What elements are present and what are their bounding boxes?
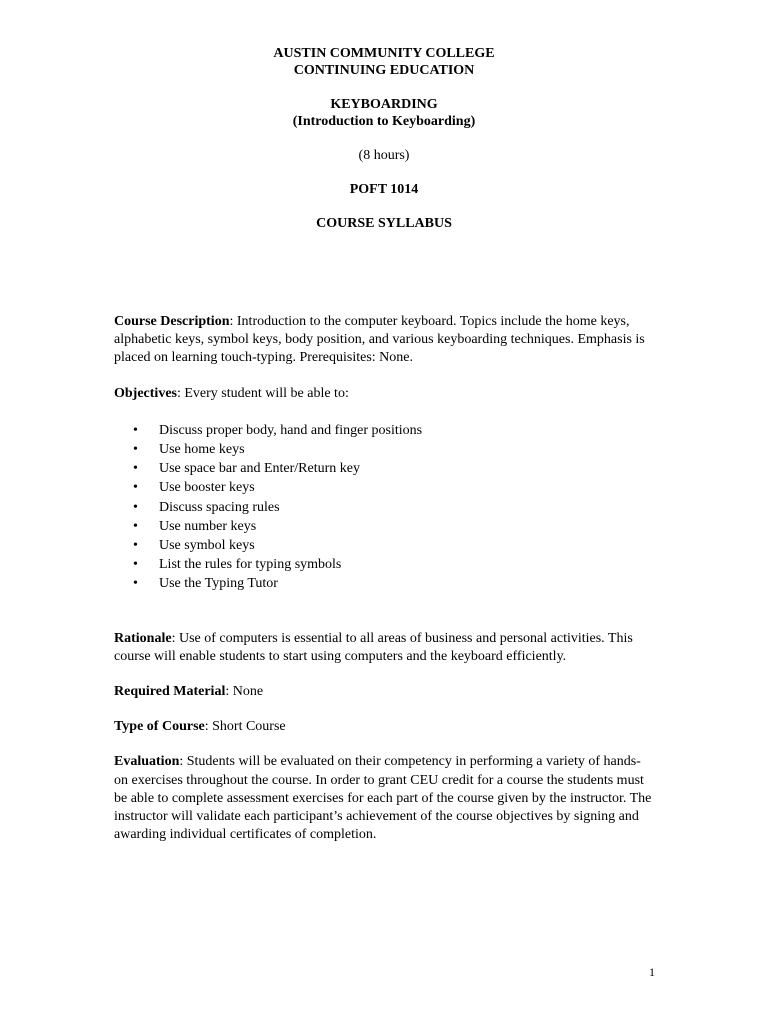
list-item: • Use home keys (114, 440, 654, 459)
list-item: • Use symbol keys (114, 536, 654, 555)
rationale (114, 630, 654, 666)
page-number: 1 (649, 965, 655, 979)
bullet-icon: • (133, 518, 138, 534)
course-hours: (8 hours) (358, 148, 410, 163)
rationale-text: : Use of computers is essential to all areas of business and personal activities. This course will enable students to start using computers and the keyboard efficiently. (114, 630, 633, 664)
bullet-icon: • (133, 461, 138, 477)
type-of-course-text: : Short Course (204, 719, 286, 735)
evaluation (114, 753, 654, 844)
bullet-icon: • (133, 499, 138, 515)
document-header (0, 45, 768, 232)
bullet-icon: • (133, 557, 138, 573)
bullet-icon: • (133, 538, 138, 554)
course-subtitle: (Introduction to Keyboarding) (292, 114, 476, 129)
required-material-text: : None (225, 684, 264, 700)
evaluation-text: : Students will be evaluated on their competency in performing a variety of hands-on exercises throughout the course. In order to grant CEU credit for a course the students must be able to complete assessment exercises for each part of the course given by the instructor. The instructor will validate each participant’s achievement of the course objectives by signing and awarding individual certificates of completion. (114, 754, 652, 843)
header-spacer (0, 79, 768, 96)
header-spacer (0, 198, 768, 215)
course-code: POFT 1014 (349, 182, 419, 197)
header-spacer (0, 130, 768, 147)
list-item: • List the rules for typing symbols (114, 555, 654, 574)
required-material (114, 683, 654, 701)
list-item: • Discuss spacing rules (114, 498, 654, 517)
bullet-icon: • (133, 480, 138, 496)
college-name: AUSTIN COMMUNITY COLLEGE (273, 46, 495, 61)
objectives (114, 385, 654, 403)
type-of-course-label: Type of Course (114, 719, 205, 735)
type-of-course (114, 718, 654, 736)
rationale-label: Rationale (114, 630, 172, 646)
course-description-text: : Introduction to the computer keyboard. Topics include the home keys, alphabetic keys, symbol keys, body position, and various keyboarding techniques. Emphasis is placed on learning touch-typing. Prerequisites: None. (114, 314, 645, 366)
course-description (114, 313, 654, 368)
objectives-list (114, 421, 654, 594)
course-name: KEYBOARDING (330, 97, 438, 112)
division-name: CONTINUING EDUCATION (293, 63, 475, 78)
list-item: • Discuss proper body, hand and finger positions (114, 421, 654, 440)
bullet-icon: • (133, 422, 138, 438)
list-item: • Use booster keys (114, 478, 654, 497)
bullet-icon: • (133, 576, 138, 592)
objectives-text: : Every student will be able to: (176, 385, 349, 401)
document-type: COURSE SYLLABUS (316, 216, 452, 231)
list-item: • Use space bar and Enter/Return key (114, 459, 654, 478)
document-body (114, 313, 654, 844)
list-item: • Use the Typing Tutor (114, 574, 654, 593)
course-description-label: Course Description (114, 314, 230, 329)
list-item: • Use number keys (114, 517, 654, 536)
evaluation-label: Evaluation (114, 754, 180, 770)
header-spacer (0, 164, 768, 181)
objectives-label: Objectives (114, 385, 177, 401)
required-material-label: Required Material (114, 684, 226, 700)
bullet-icon: • (133, 442, 138, 458)
